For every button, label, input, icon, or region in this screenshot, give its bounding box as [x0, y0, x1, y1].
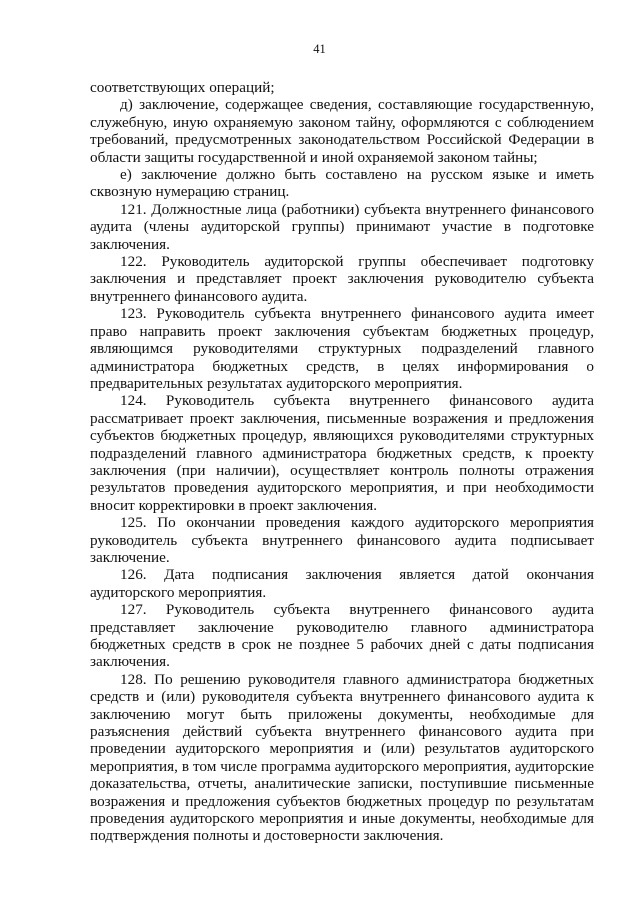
document-body: [90, 79, 594, 845]
paragraph-127: 127. Руководитель субъекта внутреннего финансового аудита представляет заключение руководителю главного администратора бюджетных средств в срок не позднее 5 рабочих дней с даты подписания заключения.: [90, 601, 594, 671]
paragraph-126: 126. Дата подписания заключения является датой окончания аудиторского мероприятия.: [90, 566, 594, 601]
paragraph-item-d: д) заключение, содержащее сведения, составляющие государственную, служебную, иную охраняемую законом тайну, оформляются с соблюдением требований, предусмотренных законодательством Российской Федерации в области защиты государственной и иной охраняемой законом тайны;: [90, 96, 594, 166]
paragraph-125: 125. По окончании проведения каждого аудиторского мероприятия руководитель субъекта внутреннего финансового аудита подписывает заключение.: [90, 514, 594, 566]
paragraph-128: 128. По решению руководителя главного администратора бюджетных средств и (или) руководителя субъекта внутреннего финансового аудита к заключению могут быть приложены документы, необходимые для разъяснения действий субъекта внутреннего финансового аудита при проведении аудиторского мероприятия и (или) результатов аудиторского мероприятия, в том числе программа аудиторского мероприятия, аудиторские доказательства, отчеты, аналитические записки, поступившие письменные возражения и предложения субъектов бюджетных процедур по результатам проведения аудиторского мероприятия и иные документы, необходимые для подтверждения полноты и достоверности заключения.: [90, 670, 594, 845]
paragraph-item-e: е) заключение должно быть составлено на русском языке и иметь сквозную нумерацию страниц.: [90, 166, 594, 201]
paragraph-operations-end: соответствующих операций;: [90, 79, 275, 96]
page-number: 41: [313, 42, 326, 56]
paragraph-122: 122. Руководитель аудиторской группы обеспечивает подготовку заключения и представляет проект заключения руководителю субъекта внутреннего финансового аудита.: [90, 253, 594, 305]
paragraph-123: 123. Руководитель субъекта внутреннего финансового аудита имеет право направить проект заключения субъектам бюджетных процедур, являющимся руководителями структурных подразделений главного администратора бюджетных средств, в целях информирования о предварительных результатах аудиторского мероприятия.: [90, 305, 594, 392]
paragraph-124: 124. Руководитель субъекта внутреннего финансового аудита рассматривает проект заключения, письменные возражения и предложения субъектов бюджетных процедур, являющихся руководителями структурных подразделений главного администратора бюджетных средств, к проекту заключения (при наличии), осуществляет контроль полноты отражения результатов проведения аудиторского мероприятия, и при необходимости вносит корректировки в проект заключения.: [90, 392, 594, 514]
paragraph-121: 121. Должностные лица (работники) субъекта внутреннего финансового аудита (члены аудиторской группы) принимают участие в подготовке заключения.: [90, 200, 594, 253]
